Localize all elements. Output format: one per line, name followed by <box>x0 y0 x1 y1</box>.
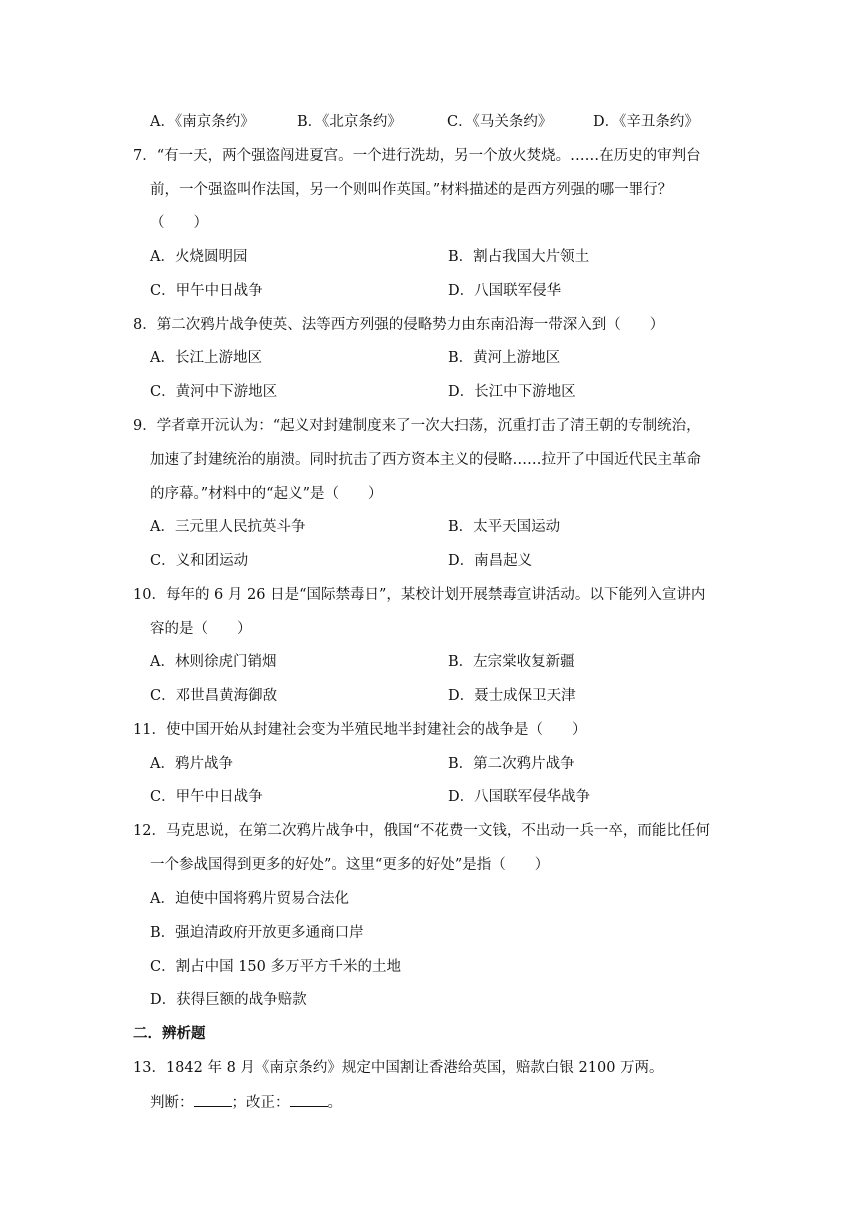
q10-stem-line-2: 容的是（ ） <box>150 621 252 637</box>
q11-option-a: A．鸦片战争 <box>150 756 233 772</box>
q6-option-b: B．《北京条约》 <box>297 114 402 130</box>
q7-option-d: D．八国联军侵华 <box>448 283 562 299</box>
q6-option-a: A．《南京条约》 <box>150 114 255 130</box>
q12-option-a: A．迫使中国将鸦片贸易合法化 <box>150 891 349 907</box>
q13-answer-line <box>150 1092 342 1113</box>
q8-option-d: D．长江中下游地区 <box>448 384 576 400</box>
q8-option-a: A．长江上游地区 <box>150 350 262 366</box>
q13-judge-label: 判断： <box>150 1095 194 1111</box>
q12-option-b: B．强迫清政府开放更多通商口岸 <box>150 925 364 941</box>
q9-option-d: D．南昌起义 <box>448 553 533 569</box>
q7-option-b: B．割占我国大片领土 <box>448 249 590 265</box>
q7-option-a: A．火烧圆明园 <box>150 249 248 265</box>
q11-stem-line-1: 11．使中国开始从封建社会变为半殖民地半封建社会的战争是（ ） <box>133 722 587 738</box>
q7-stem-line-3: （ ） <box>150 215 208 231</box>
q9-option-b: B．太平天国运动 <box>448 519 561 535</box>
q11-option-c: C．甲午中日战争 <box>150 789 263 805</box>
q13-separator: ；改正： <box>231 1095 290 1111</box>
q9-stem-line-3: 的序幕。”材料中的“起义”是（ ） <box>150 486 383 502</box>
q10-stem-line-1: 10．每年的 6 月 26 日是“国际禁毒日”，某校计划开展禁毒宣讲活动。以下能列入宣讲内 <box>133 587 706 603</box>
q13-stem: 13．1842 年 8 月《南京条约》规定中国割让香港给英国，赔款白银 2100 万两。 <box>133 1060 664 1076</box>
q9-option-c: C．义和团运动 <box>150 553 249 569</box>
q11-option-d: D．八国联军侵华战争 <box>448 789 591 805</box>
q7-stem-line-1: 7．“有一天，两个强盗闯进夏宫。一个进行洗劫，另一个放火焚烧。……在历史的审判台 <box>133 148 701 164</box>
q7-option-c: C．甲午中日战争 <box>150 283 263 299</box>
q10-option-a: A．林则徐虎门销烟 <box>150 654 277 670</box>
q13-judge-blank[interactable] <box>194 1092 232 1107</box>
q8-option-c: C．黄河中下游地区 <box>150 384 278 400</box>
q10-option-c: C．邓世昌黄海御敌 <box>150 688 278 704</box>
q7-stem-line-2: 前，一个强盗叫作法国，另一个则叫作英国。”材料描述的是西方列强的哪一罪行？ <box>150 182 673 198</box>
q8-stem-line-1: 8．第二次鸦片战争使英、法等西方列强的侵略势力由东南沿海一带深入到（ ） <box>133 317 665 333</box>
q6-option-d: D．《辛丑条约》 <box>593 114 699 130</box>
q9-option-a: A．三元里人民抗英斗争 <box>150 519 306 535</box>
q13-correction-blank[interactable] <box>290 1092 328 1107</box>
q12-option-c: C．割占中国 150 多万平方千米的土地 <box>150 959 401 975</box>
q11-option-b: B．第二次鸦片战争 <box>448 756 575 772</box>
q12-stem-line-1: 12．马克思说，在第二次鸦片战争中，俄国“不花费一文钱，不出动一兵一卒，而能比任何 <box>133 823 710 839</box>
q10-option-b: B．左宗棠收复新疆 <box>448 654 575 670</box>
q12-option-d: D．获得巨额的战争赔款 <box>150 992 307 1008</box>
q8-option-b: B．黄河上游地区 <box>448 350 561 366</box>
q6-option-c: C．《马关条约》 <box>447 114 553 130</box>
q9-stem-line-1: 9．学者章开沅认为：“起义对封建制度来了一次大扫荡，沉重打击了清王朝的专制统治， <box>133 418 701 434</box>
q9-stem-line-2: 加速了封建统治的崩溃。同时抗击了西方资本主义的侵略……拉开了中国近代民主革命 <box>150 452 701 468</box>
q12-stem-line-2: 一个参战国得到更多的好处”。这里“更多的好处”是指（ ） <box>150 857 550 873</box>
q10-option-d: D．聂士成保卫天津 <box>448 688 576 704</box>
section-title-2: 二．辨析题 <box>133 1025 206 1042</box>
q13-end-mark: 。 <box>327 1095 342 1111</box>
